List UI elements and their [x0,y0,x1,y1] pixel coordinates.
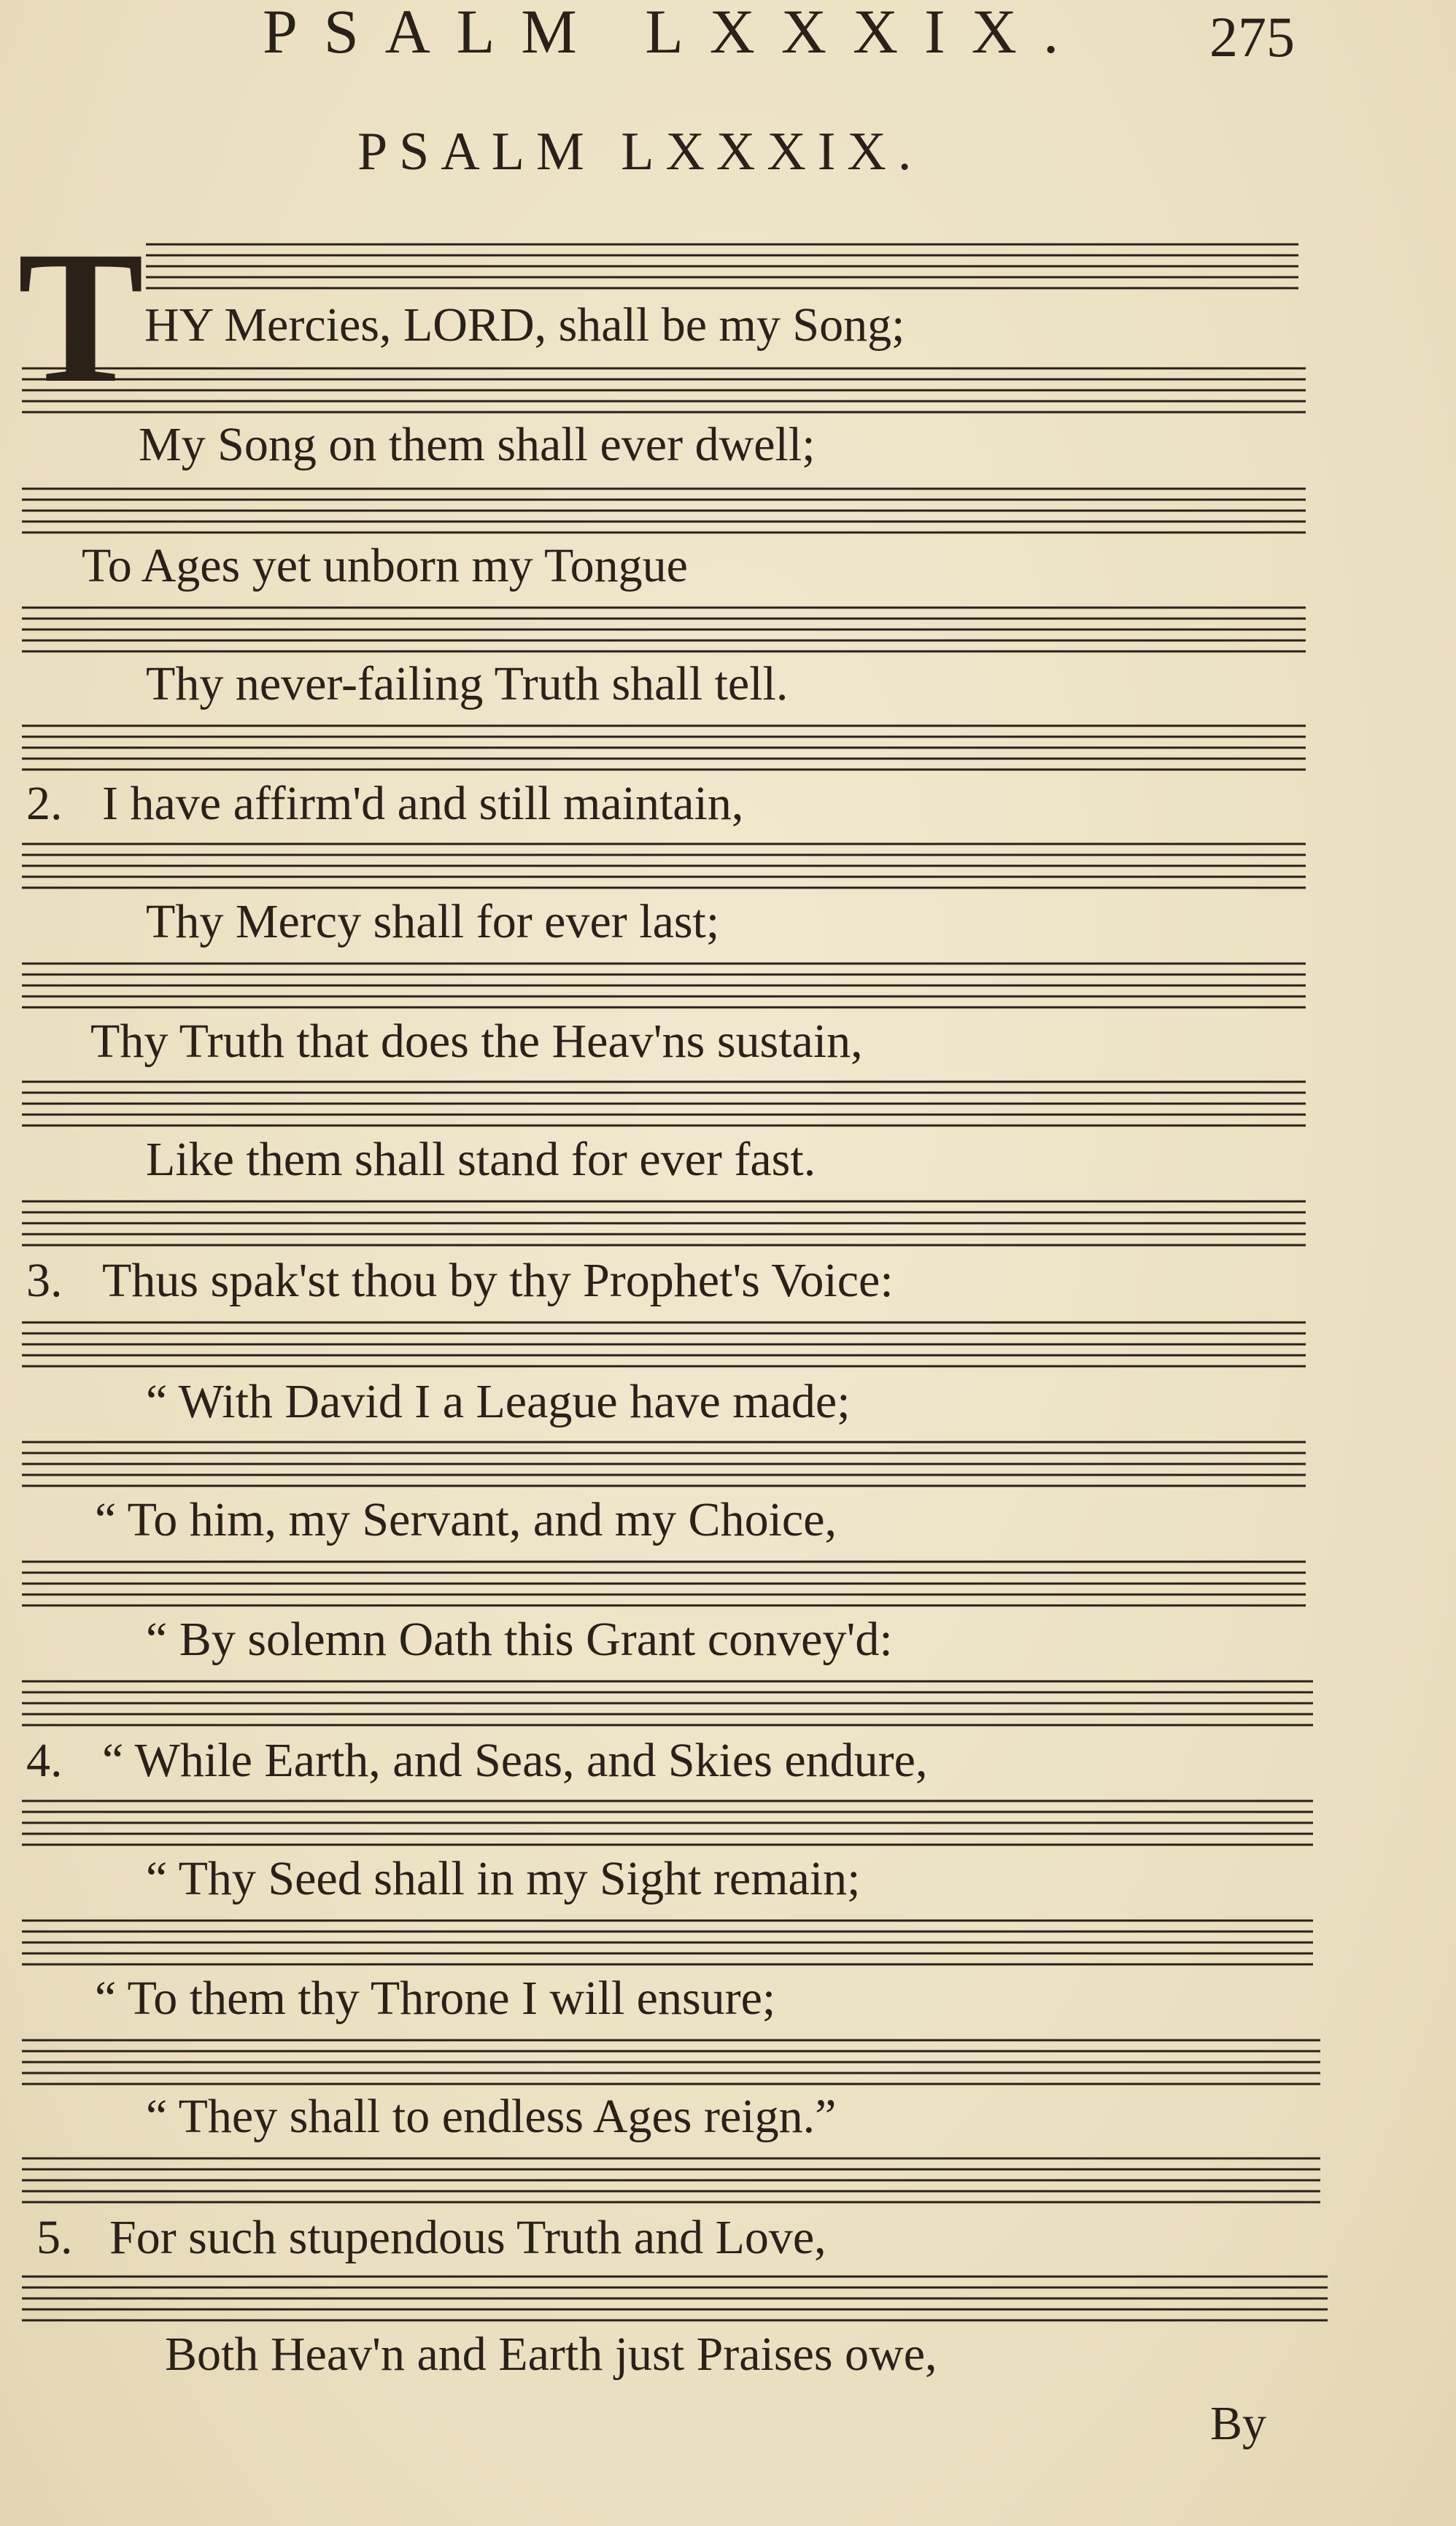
lyric-line: Thy never-failing Truth shall tell. [146,657,789,710]
lyric-line: For such stupendous Truth and Love, [109,2211,826,2264]
catchword: By [1209,2397,1266,2450]
music-staff [22,485,1306,536]
stanza-number: 5. [36,2211,73,2264]
lyric-line: I have affirm'd and still maintain, [102,777,744,830]
stanza-number: 2. [26,777,63,830]
music-staff [22,1558,1306,1609]
music-staff [22,1917,1313,1968]
stanza-number: 3. [26,1254,63,1307]
stanza-number: 4. [26,1734,63,1787]
drop-cap: T [18,212,144,422]
music-staff [22,2037,1320,2088]
psalm-title: PSALM LXXXIX. [357,122,923,182]
music-staff [22,2273,1328,2324]
music-staff [22,1678,1313,1729]
music-staff [22,1797,1313,1848]
lyric-line: “ They shall to endless Ages reign.” [146,2090,837,2143]
music-staff [22,2155,1320,2206]
lyric-line: “ To him, my Servant, and my Choice, [95,1493,837,1546]
lyric-line: “ While Earth, and Seas, and Skies endure, [102,1734,928,1787]
lyric-line: Thy Mercy shall for ever last; [146,895,720,948]
music-staff [22,1438,1306,1489]
music-staff [22,604,1306,655]
music-staff [22,1319,1306,1370]
lyric-line: Thy Truth that does the Heav'ns sustain, [90,1015,863,1068]
music-staff [22,1078,1306,1129]
lyric-line: Both Heav'n and Earth just Praises owe, [165,2328,937,2381]
music-staff [22,365,1306,416]
music-staff [22,840,1306,891]
music-staff [22,1198,1306,1249]
lyric-line: “ To them thy Throne I will ensure; [95,1972,776,2025]
page-number: 275 [1209,5,1295,69]
lyric-line: My Song on them shall ever dwell; [139,418,816,471]
lyric-line: “ With David I a League have made; [146,1375,851,1428]
lyric-line: HY Mercies, LORD, shall be my Song; [144,298,905,352]
music-staff [146,241,1298,292]
lyric-line: Like them shall stand for ever fast. [146,1133,816,1186]
running-head: PSALM LXXXIX. [263,0,1085,66]
lyric-line: “ Thy Seed shall in my Sight remain; [146,1852,861,1905]
lyric-line: Thus spak'st thou by thy Prophet's Voice: [102,1254,894,1307]
music-staff [22,722,1306,773]
music-staff [22,960,1306,1011]
lyric-line: To Ages yet unborn my Tongue [82,539,688,592]
lyric-line: “ By solemn Oath this Grant convey'd: [146,1613,893,1666]
